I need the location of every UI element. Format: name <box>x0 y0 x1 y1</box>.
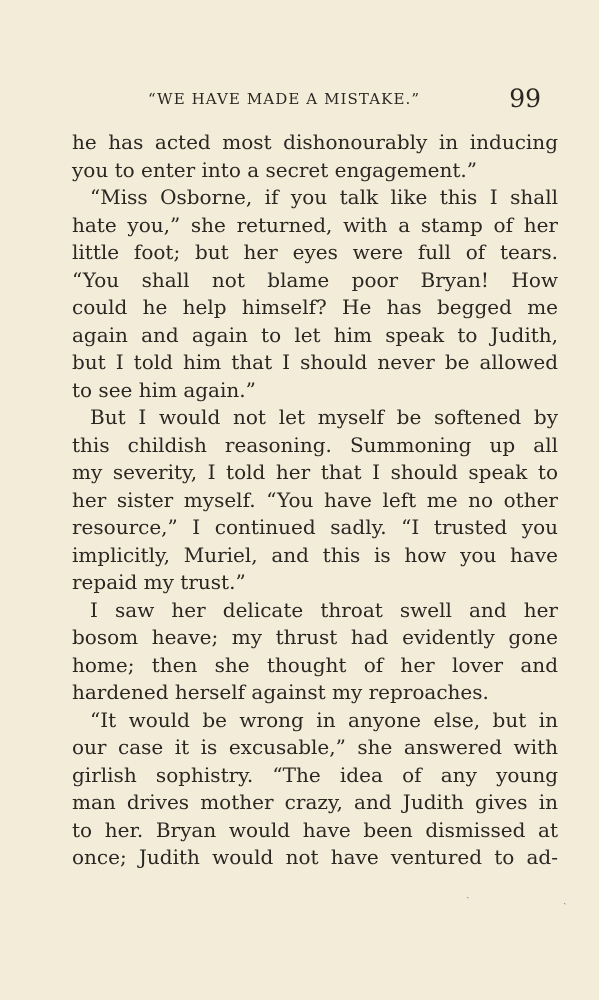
print-speck: ˎ <box>466 886 470 899</box>
text-line: girlish sophistry. “The idea of any young <box>72 762 558 787</box>
text-line: to see him again.” <box>72 377 256 402</box>
text-line: could he help himself? He has begged me <box>72 295 558 319</box>
text-line: “Miss Osborne, if you talk like this I shall <box>90 185 558 209</box>
text-line: man drives mother crazy, and Judith gives in <box>72 790 558 814</box>
text-line: home; then she thought of her lover and <box>72 652 558 677</box>
text-line: repaid my trust.” <box>72 570 246 594</box>
text-line: this childish reasoning. Summoning up all <box>72 432 558 457</box>
text-line: but I told him that I should never be allowed <box>72 350 558 374</box>
page-header <box>0 84 599 118</box>
text-line: “It would be wrong in anyone else, but in <box>90 707 558 732</box>
text-line: you to enter into a secret engagement.” <box>72 157 477 182</box>
body-text <box>72 129 558 872</box>
text-line: But I would not let myself be softened by <box>90 405 558 429</box>
page-number: 99 <box>509 84 541 113</box>
text-line: to her. Bryan would have been dismissed at <box>72 817 558 842</box>
text-line: “You shall not blame poor Bryan! How <box>72 267 558 292</box>
text-line: hate you,” she returned, with a stamp of her <box>72 212 558 237</box>
text-line: implicitly, Muriel, and this is how you have <box>72 542 558 567</box>
text-line: hardened herself against my reproaches. <box>72 680 489 704</box>
text-line: our case it is excusable,” she answered with <box>72 735 558 759</box>
text-line: again and again to let him speak to Judith, <box>72 322 558 347</box>
text-line: her sister myself. “You have left me no other <box>72 487 558 512</box>
text-line: bosom heave; my thrust had evidently gone <box>72 625 558 649</box>
text-line: once; Judith would not have ventured to ad- <box>72 845 558 869</box>
running-title: “WE HAVE MADE A MISTAKE.” <box>148 90 421 108</box>
text-line: resource,” I continued sadly. “I trusted you <box>72 515 558 539</box>
text-line: my severity, I told her that I should speak to <box>72 460 558 484</box>
print-speck: ˏ <box>563 892 567 905</box>
text-line: little foot; but her eyes were full of tears. <box>72 240 558 264</box>
text-line: I saw her delicate throat swell and her <box>90 597 558 622</box>
text-line: he has acted most dishonourably in inducing <box>72 130 558 154</box>
